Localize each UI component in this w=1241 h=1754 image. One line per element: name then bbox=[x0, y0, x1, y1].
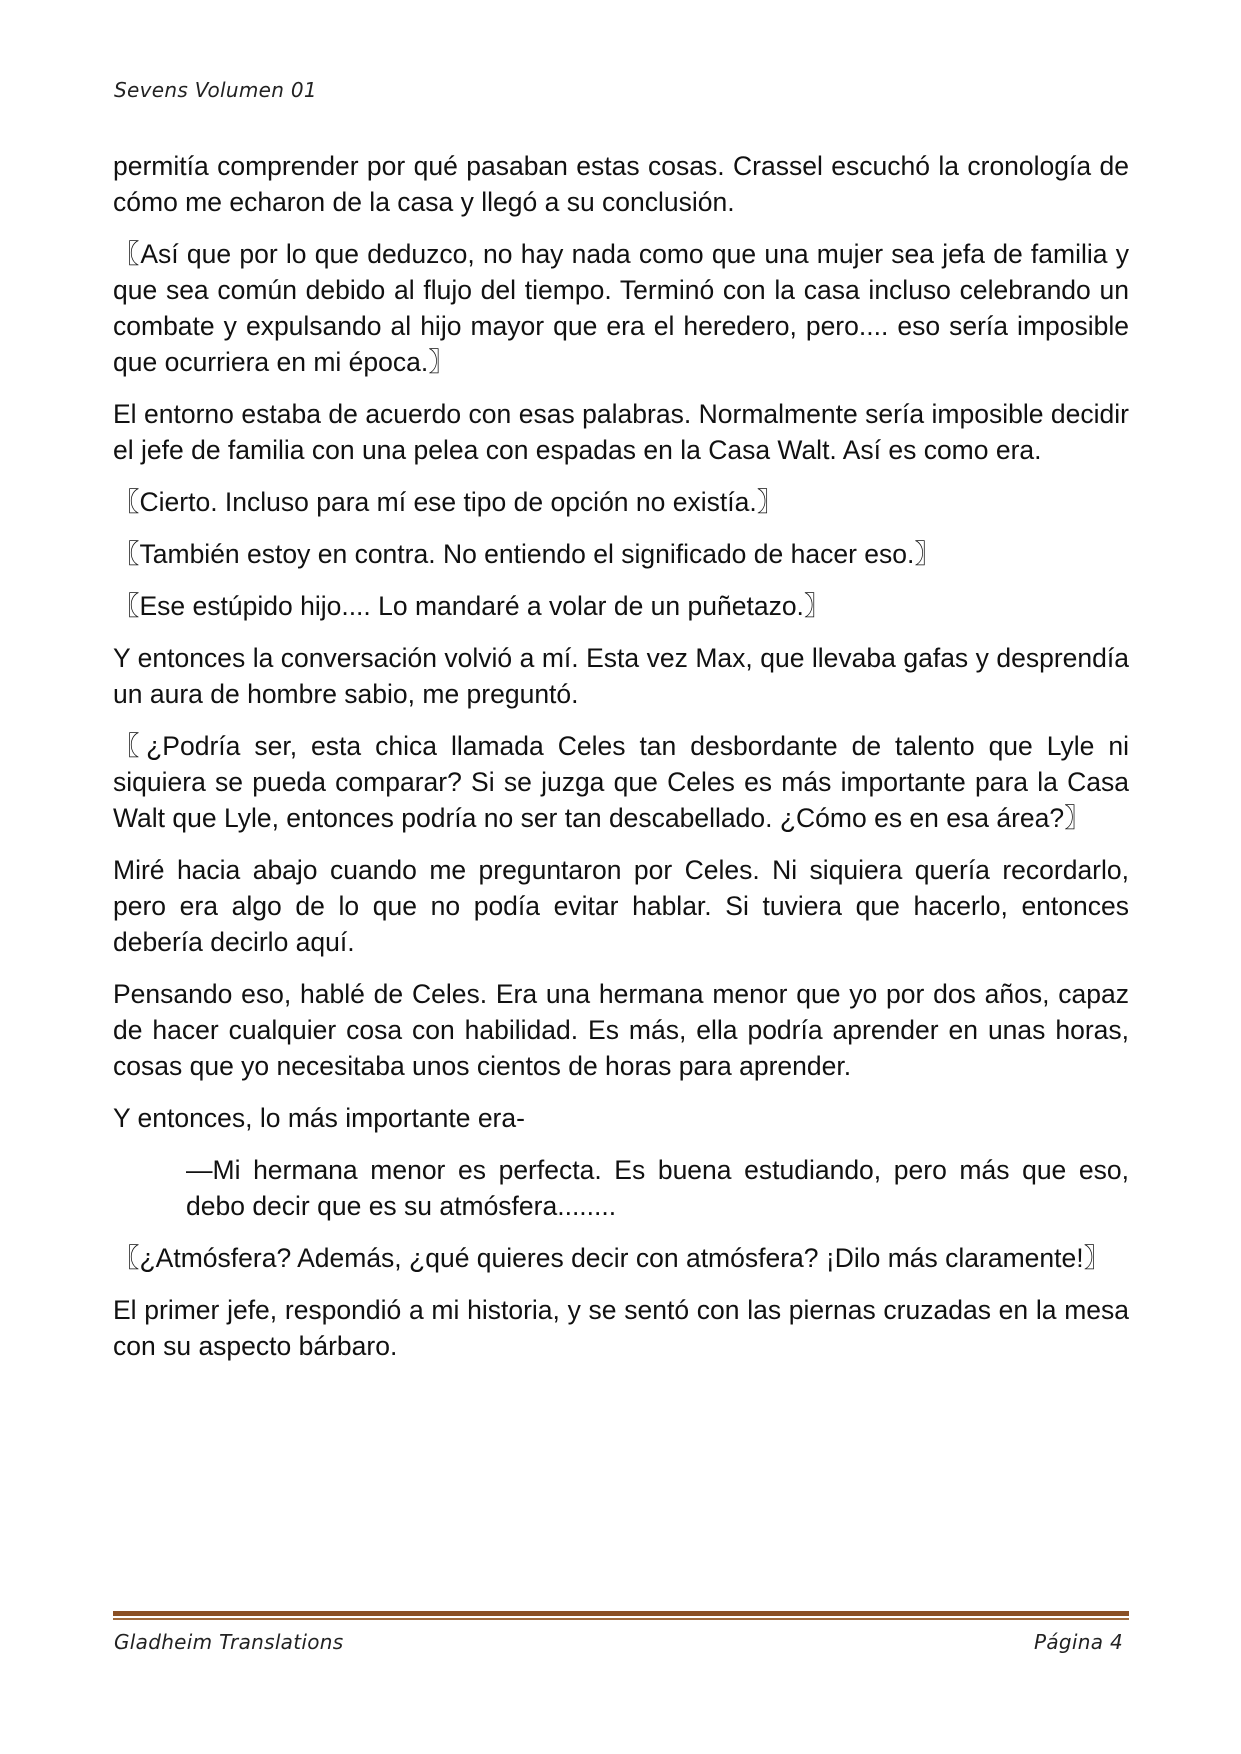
dialogue-paragraph: 〖Así que por lo que deduzco, no hay nada como que una mujer sea jefa de familia y que sea común debido al flujo del tiempo. Terminó con la casa incluso celebrando un combate y expulsando al hijo mayor que era el heredero, pero.... eso sería imposible que ocurriera en mi época.〗 bbox=[113, 239, 1129, 377]
dialogue-paragraph: 〖Cierto. Incluso para mí ese tipo de opción no existía.〗 bbox=[113, 487, 784, 517]
footer-divider-thick bbox=[113, 1611, 1129, 1616]
page-body bbox=[113, 148, 1129, 1380]
footer-translator-credit: Gladheim Translations bbox=[114, 1630, 344, 1654]
paragraph: Pensando eso, hablé de Celes. Era una hermana menor que yo por dos años, capaz de hacer cualquier cosa con habilidad. Es más, ella podría aprender en unas horas, cosas que yo necesitaba unos cientos de horas para aprender. bbox=[113, 979, 1129, 1081]
running-header: Sevens Volumen 01 bbox=[114, 78, 317, 102]
paragraph: Miré hacia abajo cuando me preguntaron por Celes. Ni siquiera quería recordarlo, pero era algo de lo que no podía evitar hablar. Si tuviera que hacerlo, entonces debería decirlo aquí. bbox=[113, 855, 1129, 957]
paragraph: permitía comprender por qué pasaban estas cosas. Crassel escuchó la cronología de cómo me echaron de la casa y llegó a su conclusión. bbox=[113, 151, 1129, 217]
paragraph: Y entonces, lo más importante era- bbox=[113, 1103, 525, 1133]
footer-divider-thin bbox=[113, 1618, 1129, 1620]
dialogue-paragraph: 〖Ese estúpido hijo.... Lo mandaré a volar de un puñetazo.〗 bbox=[113, 591, 831, 621]
indented-dialogue: —Mi hermana menor es perfecta. Es buena estudiando, pero más que eso, debo decir que es su atmósfera........ bbox=[186, 1155, 1129, 1221]
footer-divider bbox=[113, 1611, 1129, 1620]
paragraph: El entorno estaba de acuerdo con esas palabras. Normalmente sería imposible decidir el jefe de familia con una pelea con espadas en la Casa Walt. Así es como era. bbox=[113, 399, 1129, 465]
paragraph: Y entonces la conversación volvió a mí. Esta vez Max, que llevaba gafas y desprendía un aura de hombre sabio, me preguntó. bbox=[113, 643, 1129, 709]
dialogue-paragraph: 〖¿Atmósfera? Además, ¿qué quieres decir con atmósfera? ¡Dilo más claramente!〗 bbox=[113, 1243, 1111, 1273]
dialogue-paragraph: 〖¿Podría ser, esta chica llamada Celes tan desbordante de talento que Lyle ni siquiera se pueda comparar? Si se juzga que Celes es más importante para la Casa Walt que Lyle, entonces podría no ser tan descabellado. ¿Cómo es en esa área?〗 bbox=[113, 731, 1129, 833]
dialogue-paragraph: 〖También estoy en contra. No entiendo el significado de hacer eso.〗 bbox=[113, 539, 941, 569]
paragraph: El primer jefe, respondió a mi historia, y se sentó con las piernas cruzadas en la mesa con su aspecto bárbaro. bbox=[113, 1295, 1129, 1361]
footer-page-number: Página 4 bbox=[1034, 1630, 1123, 1654]
